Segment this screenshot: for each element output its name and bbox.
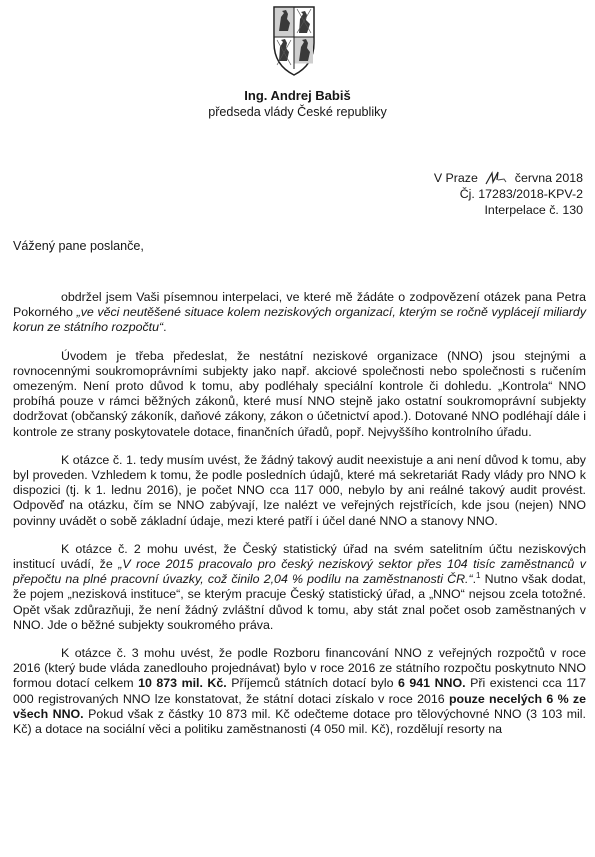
letter-meta [434, 170, 583, 218]
paragraph-1-text: obdržel jsem Vaši písemnou interpelaci, ve které mě žádáte o zodpovězení otázek pana Petra Pokorného [13, 290, 586, 320]
handwritten-day-icon [483, 170, 509, 186]
salutation: Vážený pane poslanče, [13, 239, 144, 253]
paragraph-5-text-2: Příjemců státních dotací bylo [226, 676, 398, 691]
paragraph-5-text: K otázce č. 3 mohu uvést, že podle Rozboru financování NNO z veřejných rozpočtů v roce 2016 (který bude vláda zanedlouho projednávat) bylo v roce 2016 ze státního rozpočtu poskytnuto NNO formou dotací celkem [13, 646, 586, 691]
date-line [434, 170, 583, 186]
paragraph-4 [13, 542, 586, 633]
paragraph-1-quote: „ve věci neutěšené situace kolem neziskových organizací, kterým se ročně vyplácejí miliardy korun ze státního rozpočtu“ [13, 305, 587, 335]
paragraph-4-period: . [472, 572, 477, 587]
paragraph-4-quote: „V roce 2015 pracovalo pro český neziskový sektor přes 104 tisíc zaměstnanců v přepočtu na plné pracovní úvazky, což činilo 2,04 % podílu na zaměstnanosti ČR.“ [13, 557, 586, 587]
paragraph-5-count: 6 941 NNO. [398, 676, 466, 691]
paragraph-1-end: . [163, 320, 167, 335]
czech-state-emblem-icon [269, 3, 319, 77]
paragraph-4-text: K otázce č. 2 mohu uvést, že Český statistický úřad na svém satelitním účtu neziskových institucí uvádí, že [13, 541, 586, 572]
date-place: V Praze [433, 171, 478, 185]
paragraph-5-amount: 10 873 mil. Kč. [138, 676, 227, 691]
letter-body [13, 290, 586, 750]
paragraph-5-share: pouze necelých 6 % ze všech NNO. [13, 691, 586, 721]
paragraph-5-text-4: Pokud však z částky 10 873 mil. Kč odečteme dotace pro tělovýchovné NNO (3 103 mil. Kč) a dotace na sociální věci a politiku zaměstnanosti (4 050 mil. Kč), rozdělují resorty na [13, 706, 586, 737]
paragraph-3: K otázce č. 1. tedy musím uvést, že žádný takový audit neexistuje a ani není důvod k tomu, aby byl proveden. Vzhledem k tomu, že podle posledních údajů, které má sekretariát Rady vlády pro NNO k dispozici (tj. k 1. lednu 2016), je počet NNO cca 117 000, nebylo by ani reálné takový audit provést. Odpověď na otázku, čím se NNO zabývají, lze nalézt ve veřejných rejstřících, kde jsou (nejen) NNO povinny uvádět o sobě základní údaje, mezi které patří i účel dané NNO a stanovy NNO. [13, 452, 586, 528]
paragraph-5-text-3: Při existenci cca 117 000 registrovaných NNO lze konstatovat, že státní dotaci získalo v roce 2016 [13, 676, 586, 706]
date-month-year: června 2018 [514, 171, 583, 185]
paragraph-4-rest: Nutno však dodat, že pojem „nezisková instituce“, se kterým pracuje Český statistický úřad, a „NNO“ nejsou zcela totožné. Opět však zdůrazňuji, že není žádný zvláštní důvod k tomu, aby stát znal počet osob zaměstnaných v NNO. Jde o běžné subjekty soukromého práva. [13, 572, 586, 632]
footnote-marker: 1 [476, 571, 481, 581]
sender-name: Ing. Andrej Babiš [244, 88, 351, 103]
paragraph-2: Úvodem je třeba předeslat, že nestátní neziskové organizace (NNO) jsou stejnými a rovnocennými soukromoprávními subjekty jako např. akciové společnosti nebo společnosti s ručením omezeným. Není proto důvod k tomu, aby podléhaly speciální kontrole či dohledu. „Kontrola“ NNO probíhá pouze v rámci běžných zákonů, které musí NNO stejně jako ostatní soukromoprávní subjekty dodržovat (občanský zákoník, daňové zákony, zákon o účetnictví apod.). Dotované NNO podléhají dále i kontrole ze strany poskytovatele dotace, finančních úřadů, popř. Nejvyššího kontrolního úřadu. [13, 348, 586, 439]
sender-role: předseda vlády České republiky [208, 105, 387, 119]
interpellation-number: Interpelace č. 130 [484, 203, 583, 217]
paragraph-1 [13, 290, 586, 336]
paragraph-5 [13, 646, 586, 737]
reference-number: Čj. 17283/2018-KPV-2 [459, 187, 583, 201]
